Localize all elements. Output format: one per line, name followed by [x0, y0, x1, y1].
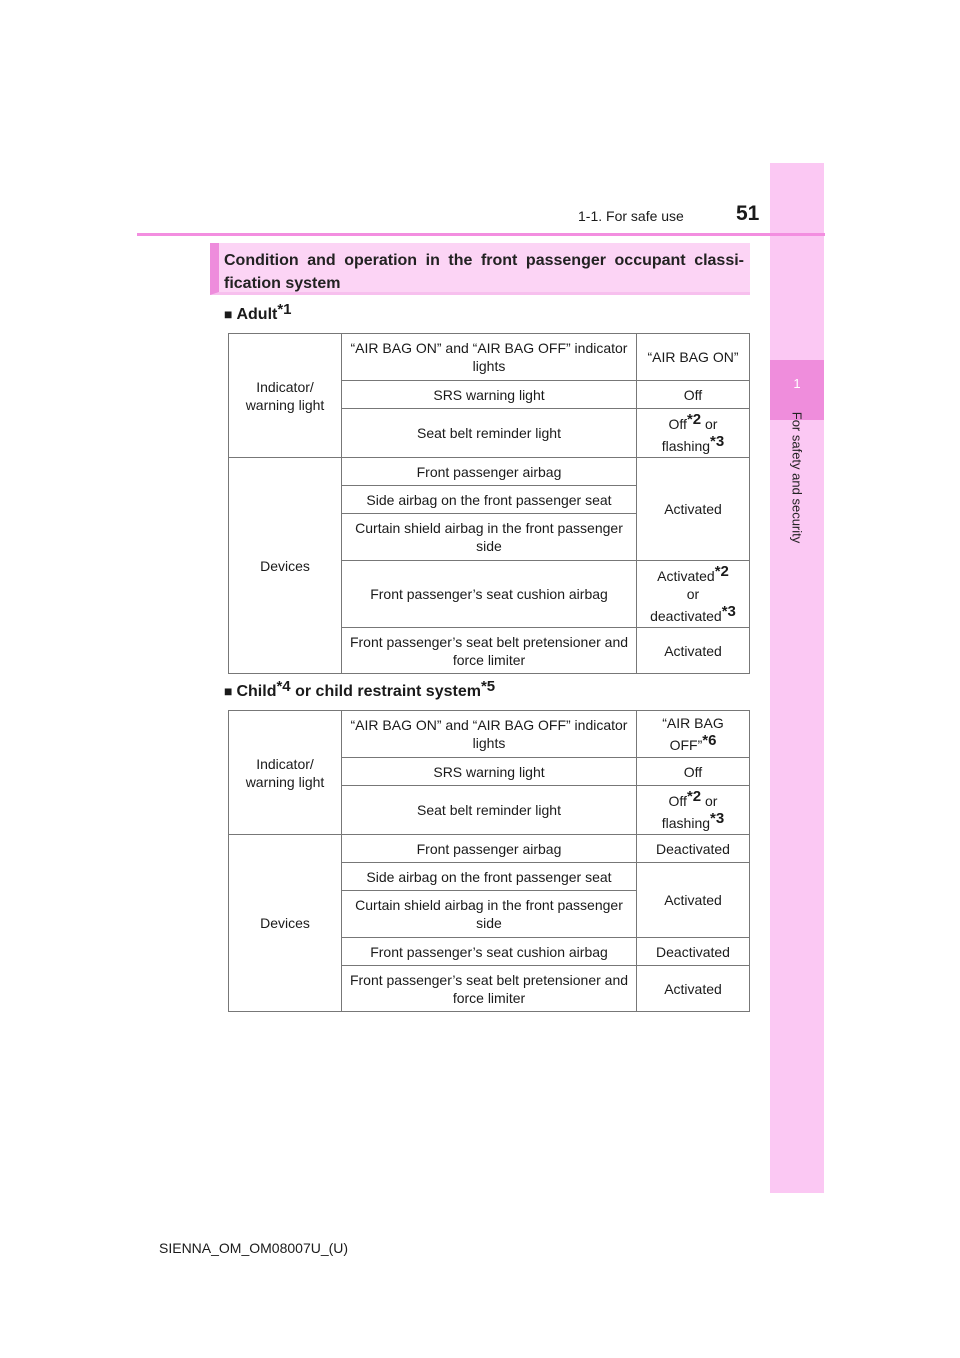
child-label: Child	[236, 683, 277, 700]
adult-indicator-label: Indicator/ warning light	[229, 334, 342, 458]
child-cushion-airbag-item: Front passenger’s seat cushion airbag	[342, 938, 637, 966]
adult-devices-label: Devices	[229, 458, 342, 674]
child-restraint-note: *5	[480, 678, 496, 695]
adult-airbag-lights-item: “AIR BAG ON” and “AIR BAG OFF” indicator lights	[342, 334, 637, 381]
adult-srs-value: Off	[637, 381, 750, 409]
header-rule	[137, 233, 825, 236]
adult-cushion-airbag-value: Activated$^{*2}$ or deactivated$^{*3}$	[637, 561, 750, 628]
child-srs-item: SRS warning light	[342, 758, 637, 786]
child-devices-label: Devices	[229, 835, 342, 1012]
child-airbag-lights-item: “AIR BAG ON” and “AIR BAG OFF” indicator lights	[342, 711, 637, 758]
section-title: 1-1. For safe use	[578, 208, 684, 224]
chapter-number: 1	[793, 376, 801, 391]
child-seatbelt-item: Seat belt reminder light	[342, 786, 637, 835]
child-airbags-value: Activated	[637, 863, 750, 938]
adult-heading: ■ Adult$^{*1}$	[224, 301, 292, 323]
child-indicator-label: Indicator/ warning light	[229, 711, 342, 835]
child-restraint-label: or child restraint system	[295, 683, 481, 700]
adult-curtain-airbag-item: Curtain shield airbag in the front passenger side	[342, 514, 637, 561]
adult-seatbelt-item: Seat belt reminder light	[342, 409, 637, 458]
child-front-airbag-item: Front passenger airbag	[342, 835, 637, 863]
adult-srs-item: SRS warning light	[342, 381, 637, 409]
child-table	[228, 710, 750, 1012]
adult-pretensioner-value: Activated	[637, 628, 750, 674]
footer-doc-code: SIENNA_OM_OM08007U_(U)	[159, 1240, 349, 1256]
child-heading: ■ Child$^{*4}$ or child restraint system$^{*5}$	[224, 678, 496, 700]
child-pretensioner-value: Activated	[637, 966, 750, 1012]
adult-side-airbag-item: Side airbag on the front passenger seat	[342, 486, 637, 514]
adult-note: *1	[277, 301, 292, 318]
chapter-title: For safety and security	[789, 411, 805, 544]
adult-front-airbag-item: Front passenger airbag	[342, 458, 637, 486]
child-note: *4	[276, 678, 291, 695]
child-side-airbag-item: Side airbag on the front passenger seat	[342, 863, 637, 891]
child-curtain-airbag-item: Curtain shield airbag in the front passenger side	[342, 891, 637, 938]
adult-label: Adult	[236, 306, 278, 323]
adult-table	[228, 333, 750, 674]
adult-pretensioner-item: Front passenger’s seat belt pretensioner and force limiter	[342, 628, 637, 674]
adult-cushion-airbag-item: Front passenger’s seat cushion airbag	[342, 561, 637, 628]
chapter-side-tab	[770, 163, 824, 1193]
child-seatbelt-value: Off$^{*2}$ or flashing$^{*3}$	[637, 786, 750, 835]
child-front-airbag-value: Deactivated	[637, 835, 750, 863]
condition-title: Condition and operation in the front passenger occupant classi-fication system	[224, 252, 744, 292]
page-number: 51	[736, 202, 760, 225]
child-cushion-airbag-value: Deactivated	[637, 938, 750, 966]
child-pretensioner-item: Front passenger’s seat belt pretensioner and force limiter	[342, 966, 637, 1012]
child-airbag-lights-value: “AIR BAG OFF”$^{*6}$	[637, 711, 750, 758]
adult-seatbelt-value: Off$^{*2}$ or flashing$^{*3}$	[637, 409, 750, 458]
adult-airbag-lights-value: “AIR BAG ON”	[637, 334, 750, 381]
adult-airbags-value: Activated	[637, 458, 750, 561]
child-srs-value: Off	[637, 758, 750, 786]
